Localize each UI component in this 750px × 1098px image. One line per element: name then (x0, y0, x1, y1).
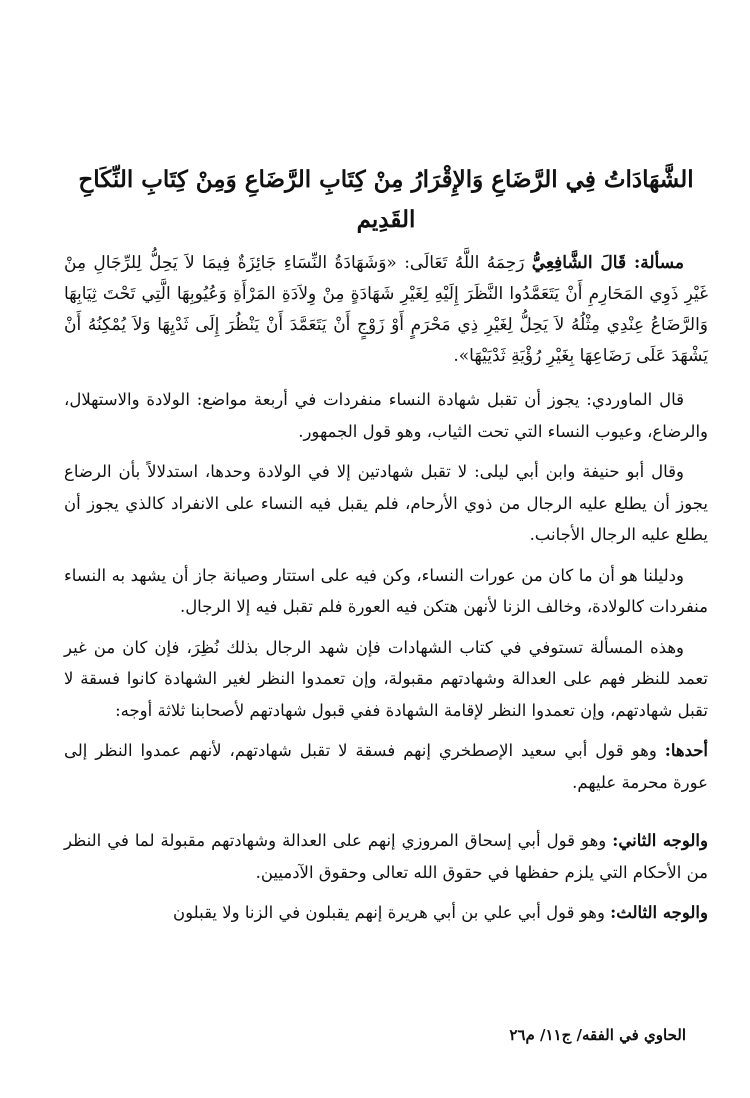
page-footer: الحاوي في الفقه/ ج١١/ م٢٦ (509, 1026, 686, 1044)
wajh-1-text: وهو قول أبي سعيد الإصطخري إنهم فسقة لا تقبل شهادتهم، لأنهم عمدوا النظر إلى عورة محرمة عليهم. (64, 741, 708, 792)
body-paragraph-4: وهذه المسألة تستوفي في كتاب الشهادات فإن شهد الرجال بذلك نُظِرَ، فإن كان من غير تعمد للنظر فهم على العدالة وشهادتهم مقبولة، وإن تعمدوا النظر لغير الشهادة كانوا فسقة لا تقبل شهادتهم، وإن تعمدوا النظر لإقامة الشهادة ففي قبول شهادتهم لأصحابنا ثلاثة أوجه: (64, 637, 708, 720)
wajh-2-text: وهو قول أبي إسحاق المروزي إنهم على العدالة وشهادتهم مقبولة لما في النظر من الأحكام التي يلزم حفظها في حقوق الله تعالى وحقوق الآدميين. (64, 831, 708, 882)
wajh-3-text: وهو قول أبي علي بن أبي هريرة إنهم يقبلون في الزنا ولا يقبلون (173, 903, 611, 922)
wajh-paragraph-3 (64, 897, 708, 929)
body-paragraph-3: ودليلنا هو أن ما كان من عورات النساء، وكن فيه على استتار وصيانة جاز أن يشهد به النساء منفردات كالولادة، وخالف الزنا لأنهن هتكن فيه العورة فلم تقبل فيه إلا الرجال. (64, 565, 708, 616)
wajh-2-lead: والوجه الثاني: (612, 831, 708, 850)
paragraph-gap (64, 807, 708, 825)
wajh-paragraph-2 (64, 825, 708, 888)
matn-lead: مسألة: قَالَ الشَّافِعِيُّ (531, 253, 684, 273)
matn-paragraph (64, 248, 708, 372)
wajh-1-lead: أحدها: (664, 741, 709, 760)
wajh-3-lead: والوجه الثالث: (610, 903, 708, 922)
matn-text: رَحِمَهُ اللَّهُ تَعَالَى: «وَشَهَادَةُ النِّسَاءِ جَائِزَةٌ فِيمَا لاَ يَحِلُّ لِلرِّجَالِ مِنْ غَيْرِ ذَوِي المَحَارِمِ أَنْ يَتَعَمَّدُوا النَّظَرَ إِلَيْهِ لِغَيْرِ شَهَادَةٍ مِنْ وِلاَدَةِ المَرْأَةِ وَعُيُوبِهَا الَّتِي تَحْتَ ثِيَابِهَا وَالرَّضَاعُ عِنْدِي مِثْلُهُ لاَ يَحِلُّ لِغَيْرِ ذِي مَحْرَمٍ أَوْ زَوْجٍ أَنْ يَتَعَمَّدَ أَنْ يَنْظُرَ إِلَى ثَدْيِهَا وَلاَ يُمْكِنُهُ أَنْ يَشْهَدَ عَلَى رَضَاعِهَا بِغَيْرِ رُؤْيَةِ ثَدْيَيْهَا». (64, 253, 708, 366)
wajh-paragraph-1 (64, 735, 708, 798)
body-paragraph-2: وقال أبو حنيفة وابن أبي ليلى: لا تقبل شهادتين إلا في الولادة وحدها، استدلالاً بأن الرضاع يجوز أن يطلع عليه الرجال من ذوي الأرحام، فلم يقبل فيه النساء على الانفراد كالذي يجوز أن يطلع عليه الرجال الأجانب. (64, 462, 708, 544)
body-paragraph-1: قال الماوردي: يجوز أن تقبل شهادة النساء منفردات في أربعة مواضع: الولادة والاستهلال، والرضاع، وعيوب النساء التي تحت الثياب، وهو قول الجمهور. (64, 390, 708, 441)
chapter-title: الشَّهَادَاتُ فِي الرَّضَاعِ وَالإِقْرَارُ مِنْ كِتَابِ الرَّضَاعِ وَمِنْ كِتَابِ النِّكَاحِ القَدِيم (78, 166, 694, 233)
